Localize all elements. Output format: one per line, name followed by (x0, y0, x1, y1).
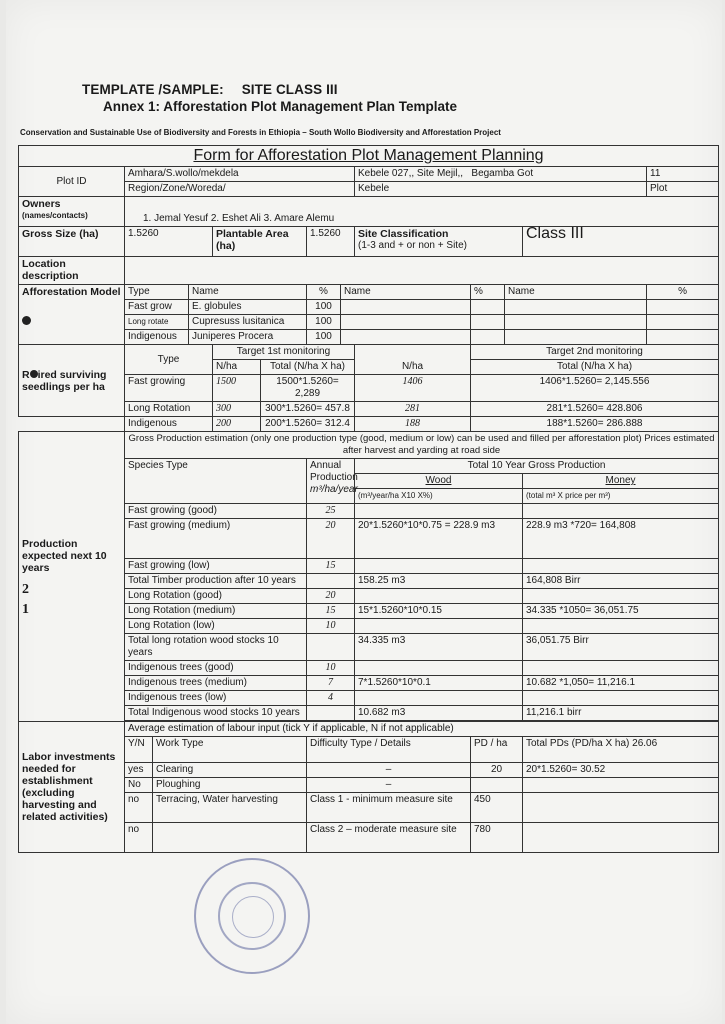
model-type: Long rotate (125, 315, 189, 330)
prod-money (523, 661, 719, 676)
labor-label: Labor investments needed for establishment (excluding harvesting and related activities) (19, 722, 125, 853)
plot-label: Plot (650, 183, 668, 194)
prod-annual: 25 (307, 504, 355, 519)
prod-wood (355, 559, 523, 574)
prod-wood (355, 619, 523, 634)
model-pct: 100 (307, 330, 341, 345)
prod-species: Long Rotation (medium) (125, 604, 307, 619)
seed-type: Fast growing (125, 375, 213, 402)
target2-label: Target 2nd monitoring (471, 345, 719, 360)
labor-difficulty: Class 1 - minimum measure site (307, 793, 471, 823)
stamp-core-ring (232, 896, 274, 938)
site-class-label: Site Classification (358, 228, 449, 240)
seedling-row (19, 417, 719, 432)
plantable-area-text: Plantable Area (ha) (216, 228, 289, 252)
prod-money (523, 619, 719, 634)
labor-note: Average estimation of labour input (tick Y if applicable, N if not applicable) (125, 722, 719, 737)
prod-wood: 15*1.5260*10*0.15 (355, 604, 523, 619)
region-label: Region/Zone/Woreda/ (128, 183, 226, 194)
prod-species: Total Timber production after 10 years (125, 574, 307, 589)
model-pct: 100 (307, 300, 341, 315)
labor-total (523, 793, 719, 823)
prod-annual: 10 (307, 619, 355, 634)
prod-money: 34.335 *1050= 36,051.75 (523, 604, 719, 619)
owners-cell (19, 197, 125, 227)
production-note: Gross Production estimation (only one production type (good, medium or low) can be used and filled per afforestation plot) Prices estimated after harvest and yarding at road side (125, 432, 719, 459)
afforestation-model-text: Afforestation Model (22, 286, 121, 298)
ink-dot-icon (22, 316, 31, 325)
owners-label: Owners (22, 198, 61, 210)
labor-total (523, 823, 719, 853)
nha-label-2: N/ha (355, 345, 471, 375)
production-label: Production expected next 10 years (22, 537, 107, 574)
management-plan-form (18, 145, 719, 853)
seed-n1: 300 (213, 402, 261, 417)
prod-annual: 4 (307, 691, 355, 706)
labor-header-yn: Y/N (125, 737, 153, 763)
prod-species: Indigenous trees (low) (125, 691, 307, 706)
total-label-2: Total (N/ha X ha) (471, 360, 719, 375)
labor-header-pd: PD / ha (471, 737, 523, 763)
labor-pd: 450 (471, 793, 523, 823)
model-species: Juniperes Procera (189, 330, 307, 345)
template-label: TEMPLATE /SAMPLE: (82, 82, 224, 97)
prod-wood (355, 691, 523, 706)
gross-size-value: 1.5260 (125, 227, 213, 257)
prod-species: Fast growing (low) (125, 559, 307, 574)
project-title: Conservation and Sustainable Use of Biodiversity and Forests in Ethiopia – South Wollo Biodiversity and Afforestation Project (20, 128, 501, 137)
prod-money: 228.9 m3 *720= 164,808 (523, 519, 719, 559)
prod-annual (307, 706, 355, 721)
prod-annual: 15 (307, 604, 355, 619)
seedlings-label-start: R (22, 368, 30, 381)
gross-size-label: Gross Size (ha) (19, 227, 125, 257)
seed-type: Long Rotation (125, 402, 213, 417)
annual-production-unit: m³/ha/year (310, 484, 358, 495)
labor-difficulty: – (307, 778, 471, 793)
stamp-inner-ring (218, 882, 286, 950)
plantable-area-label (213, 227, 307, 257)
prod-wood (355, 504, 523, 519)
model-header-pct-1: % (307, 285, 341, 300)
annual-production-label: Annual Production (310, 460, 358, 483)
prod-wood: 34.335 m3 (355, 634, 523, 661)
prod-annual: 7 (307, 676, 355, 691)
seed-n2: 281 (355, 402, 471, 417)
total10-label: Total 10 Year Gross Production (355, 459, 719, 474)
document-page (6, 0, 722, 1024)
prod-annual: 10 (307, 661, 355, 676)
plot-id-label: Plot ID (19, 167, 125, 197)
prod-species: Fast growing (medium) (125, 519, 307, 559)
model-header-type: Type (125, 285, 189, 300)
labor-pd (471, 778, 523, 793)
seed-n2: 188 (355, 417, 471, 432)
money-unit: (total m³ X price per m³) (523, 489, 719, 504)
model-pct: 100 (307, 315, 341, 330)
site-class-cell (355, 227, 523, 257)
wood-label: Wood (355, 474, 523, 489)
owners-sub-label: (names/contacts) (22, 211, 88, 220)
model-header-name-3: Name (505, 285, 647, 300)
seed-total2: 188*1.5260= 286.888 (471, 417, 719, 432)
labor-work: Ploughing (153, 778, 307, 793)
labor-yn: No (125, 778, 153, 793)
seed-type: Indigenous (125, 417, 213, 432)
prod-annual (307, 634, 355, 661)
labor-total (523, 778, 719, 793)
prod-money (523, 589, 719, 604)
labor-total: 20*1.5260= 30.52 (523, 763, 719, 778)
labor-work (153, 823, 307, 853)
model-type: Fast grow (125, 300, 189, 315)
seedlings-label (19, 345, 125, 417)
seed-n1: 200 (213, 417, 261, 432)
prod-money (523, 559, 719, 574)
target1-label: Target 1st monitoring (213, 345, 355, 360)
template-heading (82, 82, 338, 97)
seed-total2: 1406*1.5260= 2,145.556 (471, 375, 719, 402)
prod-species: Fast growing (good) (125, 504, 307, 519)
labor-work: Terracing, Water harvesting (153, 793, 307, 823)
wood-unit: (m³/year/ha X10 X%) (355, 489, 523, 504)
prod-wood: 158.25 m3 (355, 574, 523, 589)
model-header-pct-3: % (647, 285, 719, 300)
labor-yn: no (125, 823, 153, 853)
prod-money: 10.682 *1,050= 11,216.1 (523, 676, 719, 691)
prod-money (523, 504, 719, 519)
site-class-sub-label: (1-3 and + or non + Site) (358, 240, 467, 251)
labor-difficulty: – (307, 763, 471, 778)
model-species: Cupresuss lusitanica (189, 315, 307, 330)
production-label-cell (19, 432, 125, 722)
prod-species: Total long rotation wood stocks 10 years (125, 634, 307, 661)
money-label: Money (523, 474, 719, 489)
prod-money: 11,216.1 birr (523, 706, 719, 721)
labor-yn: yes (125, 763, 153, 778)
model-header-pct-2: % (471, 285, 505, 300)
prod-annual: 20 (307, 519, 355, 559)
site-class-value: Class III (523, 227, 719, 257)
margin-mark-b: 1 (22, 601, 29, 617)
prod-species: Long Rotation (low) (125, 619, 307, 634)
seed-total1: 200*1.5260= 312.4 (261, 417, 355, 432)
seed-type-label: Type (125, 345, 213, 375)
annex-title: Annex 1: Afforestation Plot Management Plan Template (103, 99, 458, 114)
plot-value: 11 (647, 167, 718, 182)
seed-total1: 1500*1.5260= 2,289 (261, 375, 355, 402)
prod-species: Total Indigenous wood stocks 10 years (125, 706, 307, 721)
labor-yn: no (125, 793, 153, 823)
seed-n2: 1406 (355, 375, 471, 402)
prod-wood: 7*1.5260*10*0.1 (355, 676, 523, 691)
model-header-name-2: Name (341, 285, 471, 300)
seed-total1: 300*1.5260= 457.8 (261, 402, 355, 417)
seed-total2: 281*1.5260= 428.806 (471, 402, 719, 417)
prod-money (523, 691, 719, 706)
prod-wood (355, 589, 523, 604)
prod-wood (355, 661, 523, 676)
prod-annual: 15 (307, 559, 355, 574)
location-value (125, 257, 719, 285)
site-class-heading: SITE CLASS III (241, 82, 338, 97)
labor-header-difficulty: Difficulty Type / Details (307, 737, 471, 763)
plantable-area-value: 1.5260 (307, 227, 355, 257)
prod-species: Indigenous trees (good) (125, 661, 307, 676)
prod-species: Long Rotation (good) (125, 589, 307, 604)
model-species: E. globules (189, 300, 307, 315)
model-type: Indigenous (125, 330, 189, 345)
official-stamp (194, 858, 310, 974)
margin-mark-a: 2 (22, 581, 29, 597)
total-label-1: Total (N/ha X ha) (261, 360, 355, 375)
labor-pd: 780 (471, 823, 523, 853)
prod-wood: 20*1.5260*10*0.75 = 228.9 m3 (355, 519, 523, 559)
afforestation-model-label (19, 285, 125, 345)
labor-header-total: Total PDs (PD/ha X ha) 26.06 (523, 737, 719, 763)
nha-label-1: N/ha (213, 360, 261, 375)
model-header-name-1: Name (189, 285, 307, 300)
kebele-label: Kebele (358, 183, 390, 194)
prod-money: 164,808 Birr (523, 574, 719, 589)
species-type-label: Species Type (125, 459, 307, 504)
prod-money: 36,051.75 Birr (523, 634, 719, 661)
labor-work: Clearing (153, 763, 307, 778)
labor-pd: 20 (471, 763, 523, 778)
location-label: Location description (19, 257, 125, 285)
form-title: Form for Afforestation Plot Management Planning (19, 146, 719, 167)
prod-wood: 10.682 m3 (355, 706, 523, 721)
seedlings-label-rest: ired surviving seedlings per ha (22, 368, 107, 393)
ink-dot-icon (30, 370, 38, 378)
prod-annual: 20 (307, 589, 355, 604)
owners-value: 1. Jemal Yesuf 2. Eshet Ali 3. Amare Alemu (125, 197, 719, 227)
seed-n1: 1500 (213, 375, 261, 402)
prod-annual (307, 574, 355, 589)
annual-production-cell (307, 459, 358, 504)
prod-species: Indigenous trees (medium) (125, 676, 307, 691)
labor-difficulty: Class 2 – moderate measure site (307, 823, 471, 853)
labor-header-work: Work Type (153, 737, 307, 763)
region-value: Amhara/S.wollo/mekdela (125, 167, 354, 182)
kebele-value: Kebele 027,, Site Mejil,, Begamba Got (355, 167, 646, 182)
